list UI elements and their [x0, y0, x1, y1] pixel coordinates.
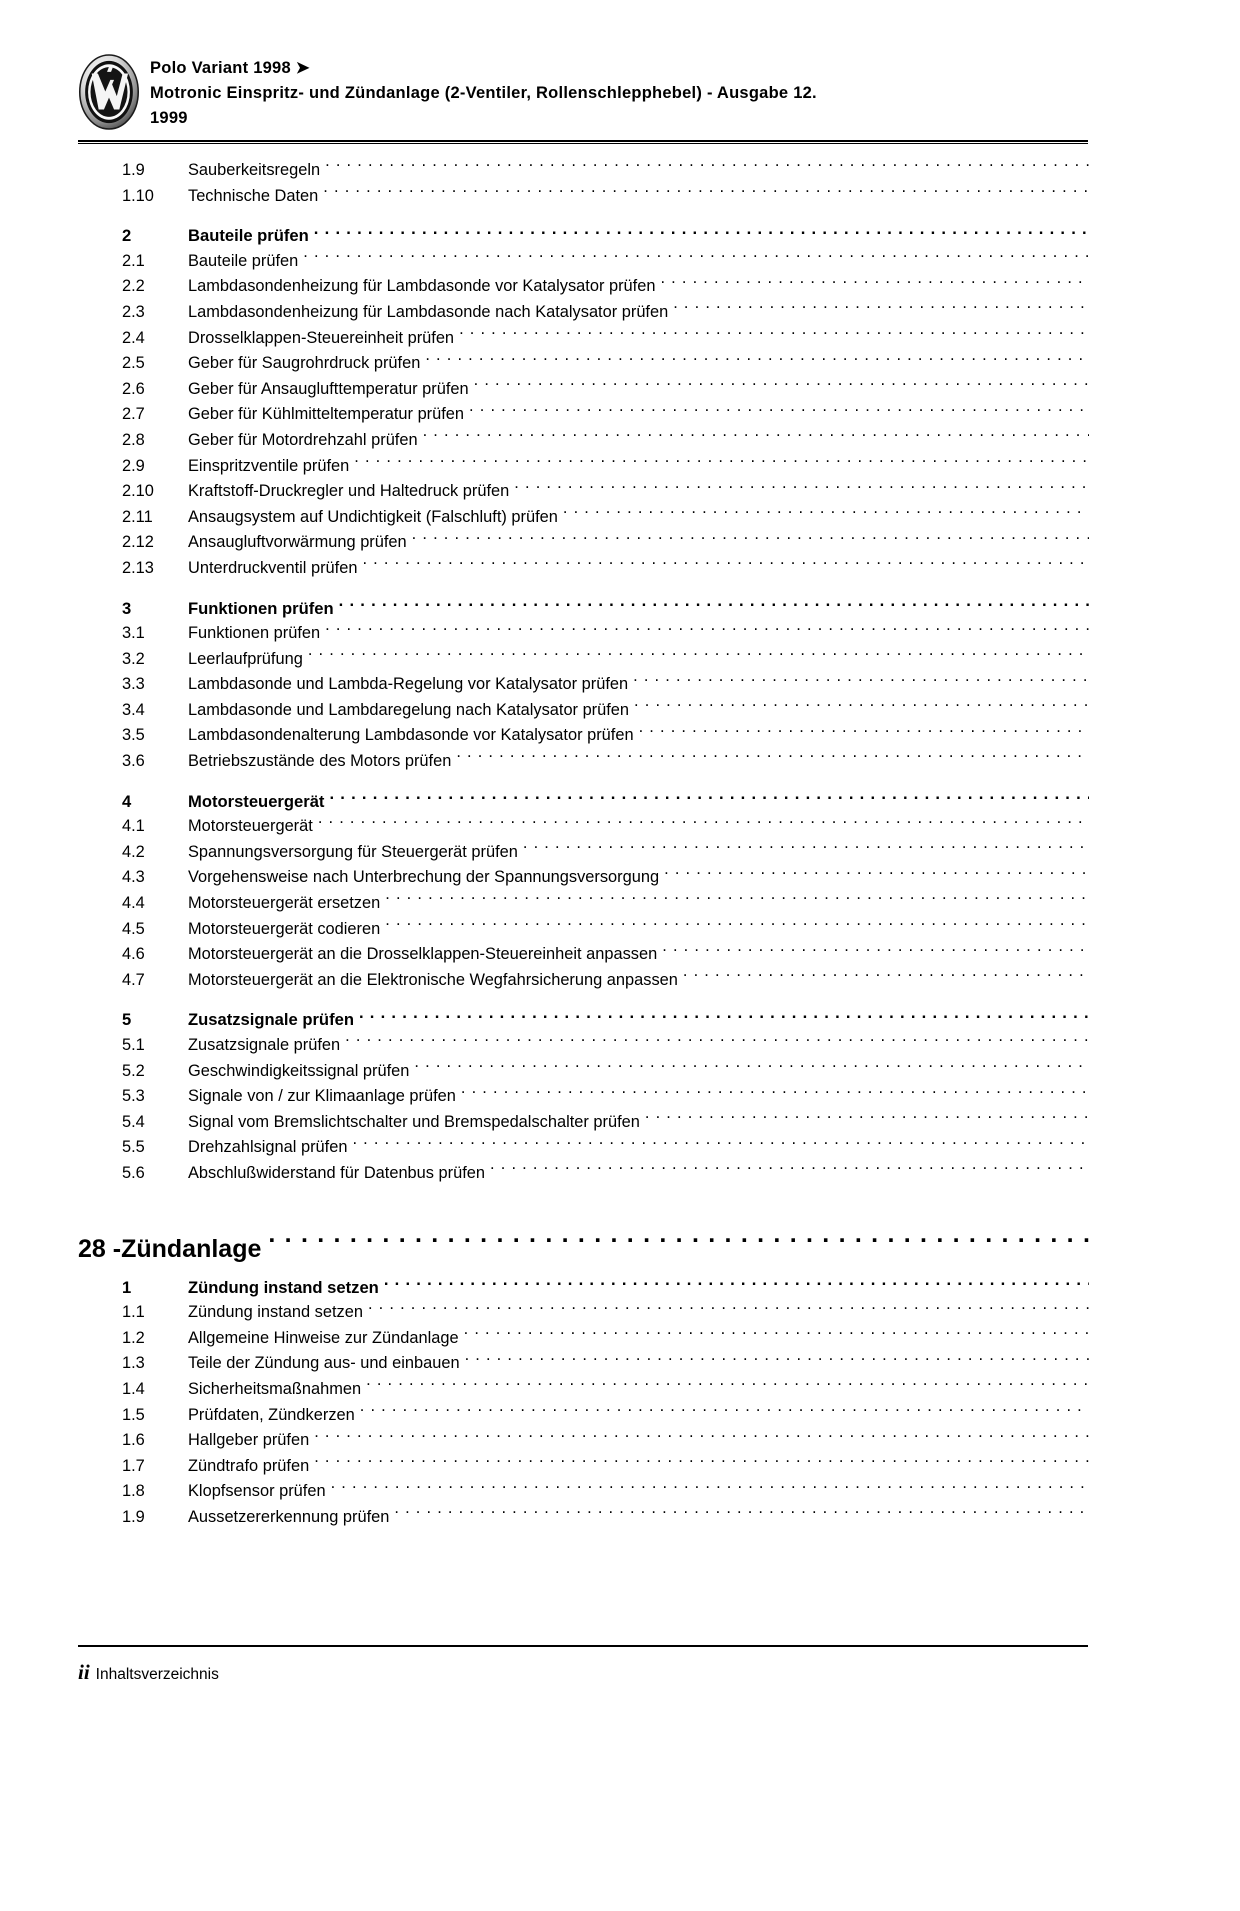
toc-entry-title: Sauberkeitsregeln [188, 161, 321, 179]
toc-entry-number: 1.9 [122, 161, 145, 179]
toc-entry-title: Geber für Saugrohrdruck prüfen [188, 354, 421, 373]
toc-entry-number: 5.2 [122, 1061, 145, 1080]
toc-entry-number: 28 - [78, 1234, 122, 1263]
toc-entry-number: 3.2 [122, 649, 145, 668]
toc-entry-title: Technische Daten [188, 186, 319, 205]
toc-entry-title: Einspritzventile prüfen [188, 456, 350, 475]
toc-entry-number: 5 [122, 1010, 132, 1030]
toc-entry-title: Zündtrafo prüfen [188, 1456, 310, 1475]
toc-entry-number: 4.6 [122, 945, 145, 964]
header-line-year: 1999 [150, 109, 188, 127]
page-header [78, 52, 1088, 131]
toc-entry-title: Klopfsensor prüfen [188, 1482, 326, 1501]
toc-entry-title: Zündung instand setzen [188, 1277, 379, 1297]
toc-entry-title: Geber für Kühlmitteltemperatur prüfen [188, 405, 465, 424]
toc-entry-title: Motorsteuergerät an die Drosselklappen-Steuereinheit anpassen [188, 945, 658, 964]
toc-entry-number: 1.7 [122, 1456, 145, 1475]
toc-entry-number: 4.4 [122, 894, 145, 913]
toc-entry-number: 2.11 [122, 507, 153, 526]
toc-entry-number: 5.1 [122, 1036, 145, 1054]
toc-entry-number: 3.3 [122, 675, 145, 694]
toc-entry-title: Kraftstoff-Druckregler und Haltedruck prüfen [188, 482, 510, 501]
footer-label: Inhaltsverzeichnis [95, 1666, 219, 1683]
toc-entry-number: 1.8 [122, 1482, 145, 1501]
toc-entry-number: 2 [122, 226, 132, 246]
toc-entry-title: Sicherheitsmaßnahmen [188, 1379, 362, 1398]
toc-entry-number: 3 [122, 598, 132, 618]
toc-entry-title: Zusatzsignale prüfen [188, 1036, 341, 1054]
toc-entry-number: 2.6 [122, 379, 145, 398]
toc-entry-number: 4.2 [122, 842, 145, 861]
toc-entry-number: 1.5 [122, 1405, 145, 1424]
toc-entry-title: Funktionen prüfen [188, 624, 321, 643]
toc-entry-title: Vorgehensweise nach Unterbrechung der Spannungsversorgung [188, 868, 660, 887]
toc-entry-number: 3.4 [122, 700, 145, 719]
toc-entry-number: 2.9 [122, 456, 145, 475]
toc-entry-title: Bauteile prüfen [188, 226, 309, 246]
toc-entry-number: 4.5 [122, 919, 145, 938]
toc-entry-title: Bauteile prüfen [188, 251, 299, 270]
toc-entry-title: Funktionen prüfen [188, 598, 334, 618]
toc-entry-number: 3.5 [122, 726, 145, 745]
toc-entry-number: 2.5 [122, 354, 145, 373]
toc-entry-number: 2.7 [122, 405, 145, 424]
toc-entry-number: 5.4 [122, 1112, 145, 1131]
toc-entry-number: 2.8 [122, 430, 145, 449]
toc-entry-number: 2.4 [122, 328, 145, 347]
toc-entry-title: Motorsteuergerät ersetzen [188, 894, 381, 913]
toc-entry-number: 1.2 [122, 1328, 145, 1347]
toc-entry-number: 4 [122, 791, 132, 811]
toc-entry-number: 4.7 [122, 970, 145, 989]
toc-entry-title: Leerlaufprüfung [188, 649, 303, 668]
toc-entry-title: Motorsteuergerät [188, 817, 313, 836]
toc-entry-title: Ansaugsystem auf Undichtigkeit (Falschluft) prüfen [188, 507, 558, 526]
toc-entry-title: Lambdasondenheizung für Lambdasonde vor Katalysator prüfen [188, 277, 656, 296]
toc-entry-title: Motorsteuergerät codieren [188, 919, 381, 938]
toc-entry-number: 5.6 [122, 1163, 145, 1182]
header-line-model: Polo Variant 1998 ➤ [150, 59, 310, 77]
toc-entry-number: 3.1 [122, 624, 145, 643]
toc-entry-title: Drehzahlsignal prüfen [188, 1138, 348, 1157]
toc-entry-title: Betriebszustände des Motors prüfen [188, 752, 452, 771]
toc-entry-title: Lambdasonde und Lambda-Regelung vor Katalysator prüfen [188, 675, 629, 694]
toc-entry-number: 4.3 [122, 868, 145, 887]
toc-entry-title: Geschwindigkeitssignal prüfen [188, 1061, 410, 1080]
toc-entry-number: 3.6 [122, 752, 145, 771]
toc-entry-number: 5.3 [122, 1087, 145, 1106]
toc-entry-number: 1.6 [122, 1431, 145, 1450]
toc-entry-title: Spannungsversorgung für Steuergerät prüfen [188, 842, 518, 861]
toc-entry-number: 5.5 [122, 1138, 145, 1157]
toc-entry-number: 4.1 [122, 817, 145, 836]
toc-entry-title: Ansaugluftvorwärmung prüfen [188, 533, 407, 552]
toc-entry-title: Prüfdaten, Zündkerzen [188, 1405, 355, 1424]
toc-entry-title: Zündanlage [121, 1234, 262, 1263]
toc-entry-title: Aussetzererkennung prüfen [188, 1507, 390, 1526]
toc-entry-number: 2.2 [122, 277, 145, 296]
toc-entry-title: Zündung instand setzen [188, 1303, 363, 1322]
header-title-block [150, 52, 1088, 131]
toc-entry-number: 1.3 [122, 1354, 145, 1373]
toc-entry-title: Lambdasondenalterung Lambdasonde vor Katalysator prüfen [188, 726, 634, 745]
vw-logo-icon [78, 54, 140, 130]
toc-entry-title: Lambdasondenheizung für Lambdasonde nach Katalysator prüfen [188, 302, 669, 321]
toc-entry-page [78, 158, 1240, 1911]
toc-entry-title: Motorsteuergerät [188, 791, 325, 811]
header-line-system: Motronic Einspritz- und Zündanlage (2-Ventiler, Rollenschlepphebel) - Ausgabe 12. [150, 84, 817, 102]
toc-entry-title: Signal vom Bremslichtschalter und Bremspedalschalter prüfen [188, 1112, 640, 1131]
toc-entry-number: 1.1 [122, 1303, 145, 1322]
toc-entry-number: 2.13 [122, 558, 154, 577]
toc-entry-title: Drosselklappen-Steuereinheit prüfen [188, 328, 455, 347]
toc-entry-number: 2.10 [122, 482, 154, 501]
toc-entry-title: Signale von / zur Klimaanlage prüfen [188, 1087, 456, 1106]
toc-entry-title: Geber für Ansauglufttemperatur prüfen [188, 379, 469, 398]
toc-entry-number: 2.1 [122, 251, 145, 270]
toc-entry-title: Lambdasonde und Lambdaregelung nach Katalysator prüfen [188, 700, 630, 719]
toc-entry-number: 2.3 [122, 302, 145, 321]
toc-entry-title: Unterdruckventil prüfen [188, 558, 358, 577]
toc-entry-title: Hallgeber prüfen [188, 1431, 310, 1450]
toc-entry-title: Abschlußwiderstand für Datenbus prüfen [188, 1163, 486, 1182]
page-footer [78, 1660, 219, 1685]
page-folio: ii [78, 1660, 90, 1684]
toc-entry-number: 1 [122, 1277, 132, 1297]
toc-entry[interactable] [78, 1505, 1090, 1531]
header-divider [78, 140, 1088, 142]
toc-entry-title: Motorsteuergerät an die Elektronische Wegfahrsicherung anpassen [188, 970, 678, 989]
footer-divider [78, 1645, 1088, 1647]
toc-entry-title: Geber für Motordrehzahl prüfen [188, 430, 418, 449]
toc-entry-number: 1.4 [122, 1379, 145, 1398]
table-of-contents [78, 158, 1090, 1531]
toc-entry-title: Allgemeine Hinweise zur Zündanlage [188, 1328, 459, 1347]
toc-entry-title: Teile der Zündung aus- und einbauen [188, 1354, 460, 1373]
toc-entry-number: 1.9 [122, 1507, 145, 1526]
toc-entry-number: 2.12 [122, 533, 154, 552]
toc-entry-number: 1.10 [122, 186, 154, 205]
toc-entry-title: Zusatzsignale prüfen [188, 1010, 354, 1030]
